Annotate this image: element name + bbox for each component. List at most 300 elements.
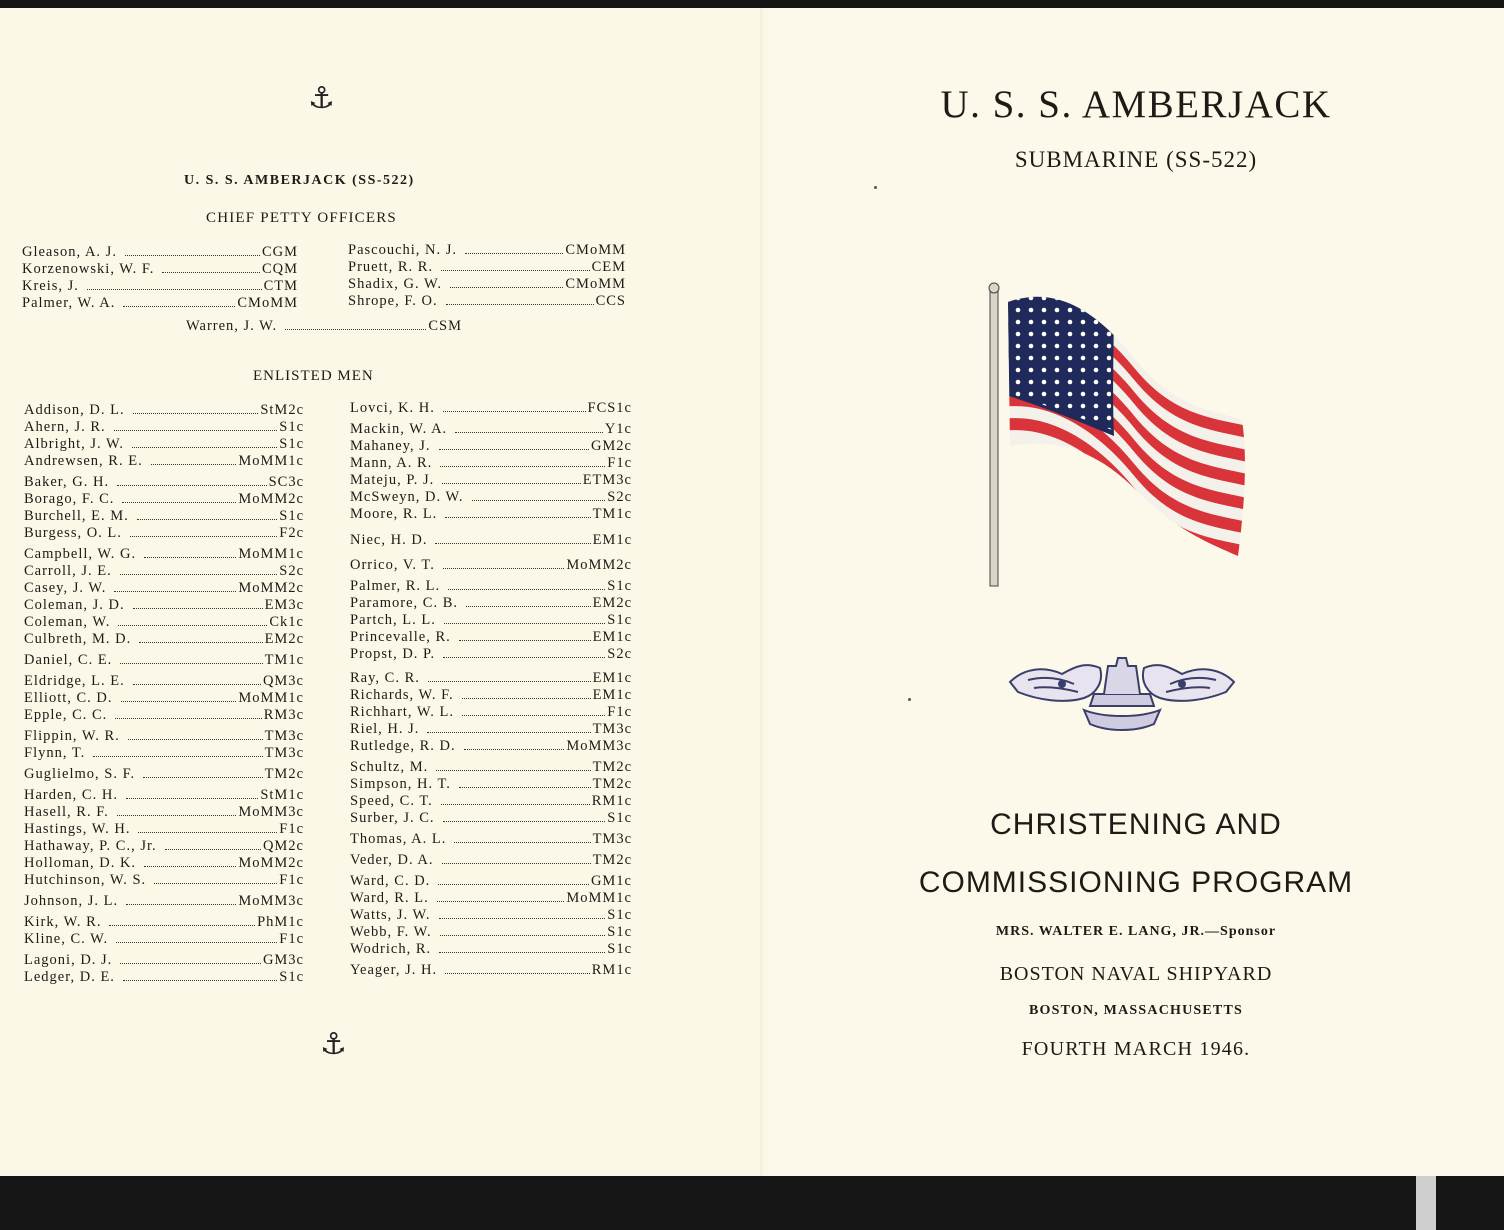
crew-rate: TM2c [592,759,632,775]
leader-dots [445,973,590,974]
crew-rate: F1c [607,704,632,720]
crew-rate: MoMM2c [238,855,304,871]
leader-dots [144,866,236,867]
crew-rate: F1c [279,872,304,888]
crew-row [350,595,632,612]
leader-dots [125,255,260,256]
leader-dots [462,715,605,716]
american-flag-icon [986,280,1266,590]
crew-name: Kreis, J. [22,278,79,294]
crew-name: Andrewsen, R. E. [24,453,143,469]
program-title-line2: COMMISSIONING PROGRAM [918,866,1354,899]
crew-row [24,419,304,436]
leader-dots [466,606,591,607]
crew-name: Coleman, J. D. [24,597,125,613]
crew-rate: CMoMM [237,295,298,311]
leader-dots [440,935,606,936]
crew-rate: TM3c [264,745,304,761]
crew-row [350,793,632,810]
crew-name: Eldridge, L. E. [24,673,125,689]
crew-row [22,244,298,261]
crew-row [24,855,304,872]
crew-name: McSweyn, D. W. [350,489,464,505]
crew-name: Elliott, C. D. [24,690,113,706]
crew-name: Niec, H. D. [350,532,428,548]
leader-dots [448,589,605,590]
crew-name: Mateju, P. J. [350,472,435,488]
leader-dots [93,756,262,757]
crew-name: Yeager, J. H. [350,962,438,978]
leader-dots [120,963,261,964]
leader-dots [116,942,277,943]
leader-dots [87,289,262,290]
crew-rate: Ck1c [269,614,304,630]
crew-rate: StM1c [260,787,304,803]
crew-rate: EM2c [592,595,632,611]
leader-dots [137,519,277,520]
crew-row [24,563,304,580]
crew-name: Burgess, O. L. [24,525,122,541]
crew-row [24,766,304,783]
crew-row [350,438,632,455]
crew-row [24,893,304,910]
scan-background [0,1176,1504,1230]
crew-rate: EM3c [264,597,304,613]
crew-name: Lagoni, D. J. [24,952,113,968]
leader-dots [459,787,591,788]
crew-row [24,728,304,745]
crew-rate: F1c [279,931,304,947]
crew-rate: S1c [279,508,304,524]
ship-subtitle: SUBMARINE (SS-522) [1014,147,1258,172]
crew-row [24,652,304,669]
crew-row [24,969,304,986]
crew-name: Palmer, W. A. [22,295,116,311]
crew-rate: ETM3c [582,472,632,488]
crew-row [350,873,632,890]
crew-name: Orrico, V. T. [350,557,435,573]
crew-row [350,612,632,629]
cpo-list-center [186,318,462,335]
crew-name: Paramore, C. B. [350,595,459,611]
leader-dots [128,739,263,740]
crew-rate: EM1c [592,670,632,686]
leader-dots [446,304,594,305]
crew-rate: F1c [279,821,304,837]
crew-row [350,455,632,472]
leader-dots [117,485,266,486]
crew-row [24,745,304,762]
sponsor-line: MRS. WALTER E. LANG, JR.—Sponsor [995,924,1277,939]
crew-rate: GM2c [590,438,632,454]
crew-name: Veder, D. A. [350,852,434,868]
crew-rate: CGM [261,244,298,260]
leader-dots [122,502,236,503]
crew-name: Webb, F. W. [350,924,432,940]
leader-dots [428,681,591,682]
crew-row [24,546,304,563]
crew-rate: S2c [607,646,632,662]
crew-name: Coleman, W. [24,614,111,630]
leader-dots [120,574,278,575]
crew-rate: S2c [607,489,632,505]
shipyard-name: BOSTON NAVAL SHIPYARD [999,963,1273,985]
crew-row [24,580,304,597]
crew-rate: TM3c [592,831,632,847]
leader-dots [138,832,277,833]
crew-rate: S1c [607,924,632,940]
enlisted-list-left [24,402,304,986]
crew-rate: EM1c [592,532,632,548]
crew-name: Speed, C. T. [350,793,433,809]
crew-rate: StM2c [260,402,304,418]
cpo-list-left [22,244,298,312]
crew-row [24,690,304,707]
crew-rate: CCS [595,293,626,309]
crew-row [24,402,304,419]
crew-name: Holloman, D. K. [24,855,137,871]
crew-row [350,532,632,549]
crew-row [350,629,632,646]
crew-rate: FCS1c [587,400,632,416]
anchor-icon: ⚓ [308,81,335,116]
crew-row [24,707,304,724]
crew-name: Lovci, K. H. [350,400,435,416]
crew-name: Riel, H. J. [350,721,420,737]
crew-row [22,295,298,312]
crew-name: Simpson, H. T. [350,776,451,792]
paper-speck [908,698,911,701]
leader-dots [114,591,236,592]
leader-dots [285,329,426,330]
crew-rate: S1c [607,810,632,826]
crew-name: Casey, J. W. [24,580,107,596]
crew-rate: TM3c [592,721,632,737]
location-line: BOSTON, MASSACHUSETTS [1028,1003,1243,1018]
leader-dots [133,684,261,685]
crew-row [350,852,632,869]
crew-name: Ray, C. R. [350,670,420,686]
crew-name: Kirk, W. R. [24,914,102,930]
leader-dots [441,270,589,271]
crew-rate: F2c [279,525,304,541]
leader-dots [465,253,563,254]
crew-name: Flippin, W. R. [24,728,120,744]
crew-name: Gleason, A. J. [22,244,117,260]
crew-rate: CMoMM [565,276,626,292]
crew-name: Addison, D. L. [24,402,125,418]
crew-name: Schultz, M. [350,759,429,775]
crew-name: Kline, C. W. [24,931,109,947]
crew-name: Johnson, J. L. [24,893,119,909]
leader-dots [118,625,267,626]
crew-row [22,261,298,278]
crew-row [24,491,304,508]
leader-dots [442,863,591,864]
crew-row [348,259,626,276]
crew-row [350,687,632,704]
leader-dots [133,608,263,609]
crew-rate: GM1c [590,873,632,889]
crew-row [350,738,632,755]
leader-dots [443,411,586,412]
leader-dots [115,718,261,719]
crew-rate: RM1c [591,962,632,978]
leader-dots [454,842,590,843]
crew-row [350,941,632,958]
crew-rate: S1c [607,907,632,923]
leader-dots [120,663,262,664]
leader-dots [464,749,565,750]
crew-row [350,776,632,793]
crew-rate: RM3c [263,707,304,723]
crew-rate: S1c [279,436,304,452]
crew-rate: MoMM3c [238,804,304,820]
anchor-icon: ⚓ [320,1027,347,1062]
leader-dots [132,447,277,448]
crew-row [24,821,304,838]
cpo-heading: CHIEF PETTY OFFICERS [206,210,397,226]
leader-dots [130,536,277,537]
page-fold [760,8,768,1176]
leader-dots [117,815,237,816]
crew-rate: QM3c [262,673,304,689]
crew-name: Burchell, E. M. [24,508,129,524]
crew-row [186,318,462,335]
leader-dots [114,430,278,431]
leader-dots [462,698,591,699]
crew-name: Albright, J. W. [24,436,124,452]
crew-name: Baker, G. H. [24,474,110,490]
crew-row [350,472,632,489]
crew-rate: EM2c [264,631,304,647]
crew-row [24,614,304,631]
crew-rate: EM1c [592,687,632,703]
leader-dots [443,657,605,658]
crew-row [24,872,304,889]
crew-rate: MoMM1c [238,546,304,562]
leader-dots [151,464,237,465]
crew-rate: S1c [279,969,304,985]
crew-rate: MoMM3c [566,738,632,754]
crew-name: Princevalle, R. [350,629,451,645]
leader-dots [438,884,589,885]
crew-name: Flynn, T. [24,745,86,761]
crew-rate: CEM [591,259,626,275]
crew-row [22,278,298,295]
program-sheet [0,8,1504,1176]
leader-dots [459,640,591,641]
leader-dots [441,804,590,805]
crew-name: Hathaway, P. C., Jr. [24,838,157,854]
leader-dots [439,952,605,953]
crew-name: Hasell, R. F. [24,804,109,820]
crew-row [24,631,304,648]
leader-dots [445,517,590,518]
crew-rate: S1c [607,612,632,628]
crew-rate: MoMM2c [238,491,304,507]
crew-row [348,276,626,293]
leader-dots [435,543,590,544]
crew-row [348,242,626,259]
crew-name: Hutchinson, W. S. [24,872,147,888]
crew-rate: S1c [607,941,632,957]
crew-rate: GM3c [262,952,304,968]
crew-name: Palmer, R. L. [350,578,441,594]
crew-row [24,838,304,855]
crew-rate: PhM1c [257,914,304,930]
crew-name: Ward, C. D. [350,873,431,889]
crew-rate: S1c [279,419,304,435]
crew-rate: QM2c [262,838,304,854]
crew-rate: SC3c [268,474,304,490]
crew-name: Mann, A. R. [350,455,433,471]
leader-dots [436,770,590,771]
crew-row [350,721,632,738]
crew-row [350,557,632,574]
leader-dots [442,483,580,484]
enlisted-heading: ENLISTED MEN [253,368,374,384]
crew-rate: MoMM1c [238,453,304,469]
crew-rate: TM1c [592,506,632,522]
leader-dots [455,432,603,433]
crew-row [24,673,304,690]
crew-name: Ledger, D. E. [24,969,115,985]
crew-name: Thomas, A. L. [350,831,447,847]
program-title-line1: CHRISTENING AND [990,808,1282,841]
leader-dots [427,732,590,733]
crew-rate: MoMM1c [566,890,632,906]
crew-row [350,831,632,848]
crew-rate: MoMM3c [238,893,304,909]
leader-dots [444,623,605,624]
crew-name: Watts, J. W. [350,907,431,923]
submarine-dolphins-insignia-icon [1004,648,1240,738]
crew-row [24,436,304,453]
crew-name: Pascouchi, N. J. [348,242,458,258]
leader-dots [133,413,259,414]
crew-rate: TM1c [264,652,304,668]
leader-dots [143,777,262,778]
crew-row [24,804,304,821]
crew-rate: MoMM2c [238,580,304,596]
crew-name: Shrope, F. O. [348,293,438,309]
crew-row [350,810,632,827]
crew-rate: EM1c [592,629,632,645]
crew-row [24,525,304,542]
leader-dots [437,901,565,902]
crew-name: Ahern, J. R. [24,419,106,435]
ship-title: U. S. S. AMBERJACK [940,83,1332,126]
crew-name: Epple, C. C. [24,707,108,723]
crew-row [348,293,626,310]
crew-name: Hastings, W. H. [24,821,131,837]
leader-dots [440,466,605,467]
crew-row [350,704,632,721]
crew-rate: TM2c [592,776,632,792]
leader-dots [154,883,277,884]
event-date: FOURTH MARCH 1946. [1021,1038,1251,1060]
scan-edge-tab [1416,1176,1436,1230]
leader-dots [472,500,606,501]
leader-dots [123,306,235,307]
roster-title: U. S. S. AMBERJACK (SS-522) [184,173,415,188]
leader-dots [109,925,255,926]
crew-row [24,474,304,491]
leader-dots [121,701,237,702]
crew-name: Guglielmo, S. F. [24,766,136,782]
crew-name: Carroll, J. E. [24,563,112,579]
crew-row [24,453,304,470]
crew-name: Harden, C. H. [24,787,118,803]
crew-name: Wodrich, R. [350,941,432,957]
crew-name: Borago, F. C. [24,491,115,507]
crew-rate: MoMM1c [238,690,304,706]
crew-name: Rutledge, R. D. [350,738,456,754]
leader-dots [450,287,563,288]
leader-dots [443,568,565,569]
crew-rate: S2c [279,563,304,579]
crew-row [24,597,304,614]
crew-row [350,962,632,979]
leader-dots [439,918,606,919]
crew-rate: CSM [428,318,462,334]
crew-name: Shadix, G. W. [348,276,442,292]
crew-name: Surber, J. C. [350,810,435,826]
leader-dots [162,272,260,273]
crew-rate: CQM [261,261,298,277]
leader-dots [144,557,236,558]
crew-rate: Y1c [604,421,632,437]
crew-row [350,670,632,687]
leader-dots [165,849,261,850]
crew-name: Culbreth, M. D. [24,631,132,647]
crew-row [350,400,632,417]
crew-row [350,506,632,523]
cpo-list-right [348,242,626,310]
crew-name: Mahaney, J. [350,438,431,454]
crew-name: Moore, R. L. [350,506,438,522]
leader-dots [139,642,262,643]
crew-name: Warren, J. W. [186,318,278,334]
crew-rate: TM2c [264,766,304,782]
crew-rate: TM3c [264,728,304,744]
crew-rate: F1c [607,455,632,471]
crew-rate: CTM [263,278,298,294]
crew-rate: S1c [607,578,632,594]
crew-row [24,914,304,931]
crew-row [350,646,632,663]
crew-name: Pruett, R. R. [348,259,434,275]
crew-row [24,952,304,969]
crew-rate: CMoMM [565,242,626,258]
crew-row [350,907,632,924]
crew-row [24,931,304,948]
paper-speck [874,186,877,189]
roster-page [0,8,760,1176]
crew-row [24,508,304,525]
crew-row [350,924,632,941]
crew-name: Ward, R. L. [350,890,429,906]
crew-row [350,890,632,907]
leader-dots [123,980,277,981]
crew-rate: MoMM2c [566,557,632,573]
crew-name: Partch, L. L. [350,612,436,628]
cover-page [768,8,1504,1176]
crew-name: Richhart, W. L. [350,704,455,720]
leader-dots [126,904,236,905]
crew-row [350,489,632,506]
